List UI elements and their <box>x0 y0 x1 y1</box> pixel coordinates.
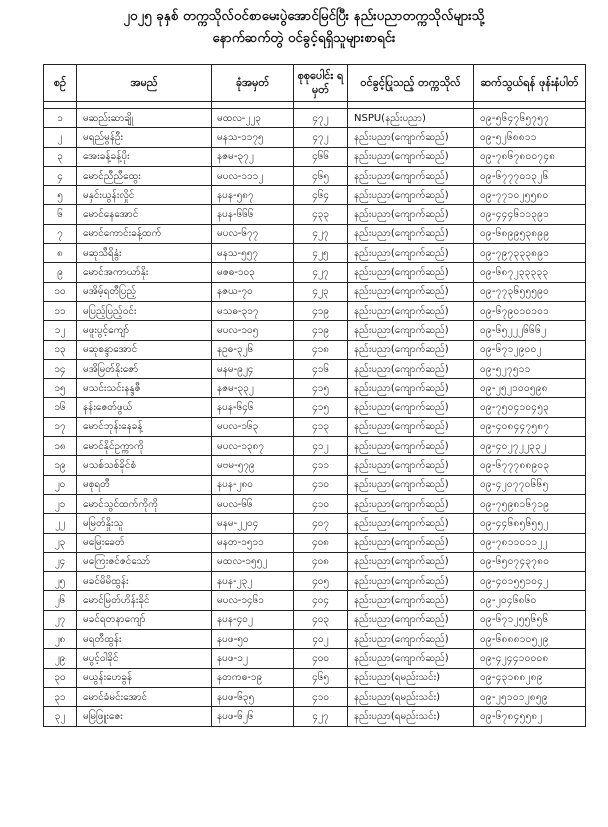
table-row <box>44 572 586 591</box>
cell-phone: ၀၉-၄၂၀၇၇၀၆၆၅ <box>474 475 586 494</box>
cell-score: ၄၁၅ <box>294 379 348 398</box>
cell-name: မနှင်းယွန်းလှိုင် <box>77 186 212 205</box>
cell-id: မနမ-၂၂၀၄ <box>212 514 294 533</box>
cell-university: နည်းပညာ(ကျောက်ဆည်) <box>348 340 474 359</box>
cell-score: ၄၂၃ <box>294 282 348 301</box>
table-row <box>44 610 586 629</box>
cell-no: ၁၁ <box>44 301 77 320</box>
cell-phone: ၀၉-၆၇၉၀၁၀၁၀၁ <box>474 301 586 320</box>
cell-university: နည်းပညာ(ကျောက်ဆည်) <box>348 282 474 301</box>
cell-no: ၁၃ <box>44 340 77 359</box>
cell-id: နပန-၂၈၀ <box>212 475 294 494</box>
table-header-row <box>44 65 586 102</box>
cell-id: မပလ-၁၆၃ <box>212 417 294 436</box>
cell-score: ၄၆၆ <box>294 147 348 166</box>
cell-phone: ၀၉-၅၂၆၈၈၁၁ <box>474 128 586 147</box>
cell-score: ၄၇၂ <box>294 109 348 128</box>
cell-id: နပဖ-၆၃၅ <box>212 687 294 706</box>
cell-phone: ၀၉-၄၄၆၈၅၆၅၅၂ <box>474 514 586 533</box>
cell-name: မမြဖြူးဇေး <box>77 707 212 726</box>
col-header-score: စုစုပေါင်း ရမှတ် <box>294 65 348 102</box>
cell-id: မပလ-၆၆ <box>212 494 294 513</box>
cell-phone: ၀၉-၆၇၇၇၀၁၃၂၆ <box>474 166 586 185</box>
table-row <box>44 649 586 668</box>
cell-phone: ၀၉-၇၇၃၆၅၅၅၉၀ <box>474 282 586 301</box>
cell-score: ၄၁၀ <box>294 475 348 494</box>
table-row <box>44 475 586 494</box>
cell-id: မနတ-၁၅၁၁ <box>212 533 294 552</box>
cell-phone: ၀၉-၆၅၂၂၂၆၆၆၂ <box>474 321 586 340</box>
cell-no: ၂၂ <box>44 514 77 533</box>
cell-name: မောင်သွင်ထက်ကိုကို <box>77 494 212 513</box>
cell-score: ၄၁၉ <box>294 321 348 340</box>
cell-phone: ၀၉-၆၅၀၇၄၃၇၈၀ <box>474 552 586 571</box>
table-row <box>44 340 586 359</box>
cell-university: နည်းပညာ(ကျောက်ဆည်) <box>348 456 474 475</box>
cell-phone: ၀၉-၇၉၇၃၃၃၈၉၁ <box>474 244 586 263</box>
table-row <box>44 591 586 610</box>
cell-id: မသဓ-၃၁၇ <box>212 301 294 320</box>
table-row <box>44 166 586 185</box>
cell-university: နည်းပညာ(ကျောက်ဆည်) <box>348 514 474 533</box>
cell-id: မပလ-၆၇၇ <box>212 224 294 243</box>
cell-phone: ၀၉-၆၇၈၄၅၅၈၂ <box>474 707 586 726</box>
cell-no: ၂၁ <box>44 494 77 513</box>
cell-university: နည်းပညာ(ကျောက်ဆည်) <box>348 533 474 552</box>
table-body <box>44 109 586 727</box>
cell-university: နည်းပညာ(ကျောက်ဆည်) <box>348 379 474 398</box>
cell-id: နဇယ-၇၀ <box>212 282 294 301</box>
cell-score: ၄၆၅ <box>294 166 348 185</box>
table-row <box>44 437 586 456</box>
cell-university: နည်းပညာ(ကျောက်ဆည်) <box>348 494 474 513</box>
cell-phone: ၀၉-၇၇၁၀၂၅၅၈၀ <box>474 186 586 205</box>
cell-name: မသစ်သစ်ခိုင်စံ <box>77 456 212 475</box>
cell-phone: ၀၉-၄၄၄၆၁၁၃၉၁ <box>474 205 586 224</box>
cell-phone: ၀၉-၆၈၈၈၁၀၅၂၉ <box>474 630 586 649</box>
cell-score: ၄၂၇ <box>294 224 348 243</box>
cell-score: ၄၂၇ <box>294 263 348 282</box>
cell-phone: ၀၉-၆၈၉၉၅၃၈၉၉ <box>474 224 586 243</box>
cell-score: ၄၆၅ <box>294 668 348 687</box>
col-header-phone: ဆက်သွယ်ရန် ဖုန်းနံပါတ် <box>474 65 586 102</box>
cell-id: နပဖ-၆၂၆ <box>212 707 294 726</box>
cell-id: နဇမ-၃၇၂ <box>212 147 294 166</box>
cell-name: မသင်းသင်းနန္ဒဇီ <box>77 379 212 398</box>
cell-name: မအိမ့်ရတီပြည့် <box>77 282 212 301</box>
cell-score: ၄၀၅ <box>294 572 348 591</box>
cell-phone: ၀၉-၅၆၄၇၆၅၇၅၇ <box>474 109 586 128</box>
cell-score: ၄၁၀ <box>294 494 348 513</box>
cell-id: နပဖ-၅၀ <box>212 630 294 649</box>
table-row <box>44 514 586 533</box>
cell-score: ၄၀၄ <box>294 591 348 610</box>
cell-score: ၄၀၈ <box>294 533 348 552</box>
cell-university: နည်းပညာ(ကျောက်ဆည်) <box>348 301 474 320</box>
cell-phone: ၀၉-၅၂၇၅၁၁ <box>474 359 586 378</box>
table-row <box>44 707 586 726</box>
cell-id: မဗမ-၅၇၉ <box>212 456 294 475</box>
cell-score: ၄၀၂ <box>294 630 348 649</box>
cell-no: ၈ <box>44 244 77 263</box>
cell-score: ၄၆၄ <box>294 186 348 205</box>
cell-name: မောင်ဘုန်းနေခန့် <box>77 417 212 436</box>
cell-no: ၁၈ <box>44 437 77 456</box>
cell-name: မောင်ကောင်းခန့်ထက် <box>77 224 212 243</box>
cell-score: ၄၁၀ <box>294 687 348 706</box>
table-row <box>44 552 586 571</box>
cell-name: မရည်မွန်ဦး <box>77 128 212 147</box>
cell-no: ၁ <box>44 109 77 128</box>
cell-phone: ၀၉-၄၀၂၇၂၂၃၃၂ <box>474 437 586 456</box>
cell-no: ၄ <box>44 166 77 185</box>
cell-id: မပလ-၁၃၈၇ <box>212 437 294 456</box>
cell-phone: ၀၉-၇၅၉၈၁၆၇၁၉ <box>474 494 586 513</box>
cell-id: မထလ-၂၂၃ <box>212 109 294 128</box>
cell-phone: ၀၉-၄၀၈၄၄၇၅၈၇ <box>474 417 586 436</box>
cell-phone: ၀၉-၂၅၂၁၀၀၅၉၈ <box>474 379 586 398</box>
header-spacer <box>44 102 586 109</box>
cell-university: နည်းပညာ(ကျောက်ဆည်) <box>348 649 474 668</box>
table-row <box>44 687 586 706</box>
table-row <box>44 263 586 282</box>
col-header-id: ခုံအမှတ် <box>212 65 294 102</box>
cell-score: ၄၇၂ <box>294 128 348 147</box>
cell-id: မထလ-၁၅၅၂ <box>212 552 294 571</box>
table-row <box>44 282 586 301</box>
table-row <box>44 398 586 417</box>
cell-name: မခင်ရတနာကျော် <box>77 610 212 629</box>
cell-score: ၄၁၁ <box>294 456 348 475</box>
cell-score: ၄၂၇ <box>294 707 348 726</box>
cell-no: ၁၀ <box>44 282 77 301</box>
col-header-name: အမည် <box>77 65 212 102</box>
cell-no: ၂၀ <box>44 475 77 494</box>
cell-phone: ၀၉-၄၀၁၅၅၁၀၄၂ <box>474 572 586 591</box>
cell-no: ၃ <box>44 147 77 166</box>
table-row <box>44 630 586 649</box>
cell-name: မောင်နိုင်ဥက္ကာကို <box>77 437 212 456</box>
cell-phone: ၀၉-၆၇၁၂၅၅၆၅၆ <box>474 610 586 629</box>
cell-phone: ၀၉-၆၈၇၂၃၃၃၃၃ <box>474 263 586 282</box>
cell-no: ၂ <box>44 128 77 147</box>
cell-university: နည်းပညာ(ကျောက်ဆည်) <box>348 128 474 147</box>
cell-no: ၂၃ <box>44 533 77 552</box>
cell-phone: ၀၉-၇၅၀၄၁၀၄၅၃ <box>474 398 586 417</box>
cell-name: မပွင့်ဝါခိုင် <box>77 649 212 668</box>
table-row <box>44 494 586 513</box>
cell-university: နည်းပညာ(ကျောက်ဆည်) <box>348 610 474 629</box>
table-row <box>44 109 586 128</box>
cell-name: မစုရတီ <box>77 475 212 494</box>
cell-id: မပလ-၁၁၁၂ <box>212 166 294 185</box>
cell-university: နည်းပညာ(ကျောက်ဆည်) <box>348 263 474 282</box>
cell-university: နည်းပညာ(ကျောက်ဆည်) <box>348 147 474 166</box>
cell-phone: ၀၉-၄၂၄၄၁၀၀၀၈ <box>474 649 586 668</box>
cell-score: ၄၁၅ <box>294 398 348 417</box>
cell-phone: ၀၉-၄၃၁၈၈၂၈၉ <box>474 668 586 687</box>
cell-id: နတကဓ-၁၉ <box>212 668 294 687</box>
cell-university: နည်းပညာ(ရမည်းသင်း) <box>348 707 474 726</box>
table-row <box>44 186 586 205</box>
cell-name: မဖူးပွင့်ကျော် <box>77 321 212 340</box>
table-row <box>44 359 586 378</box>
cell-university: နည်းပညာ(ကျောက်ဆည်) <box>348 398 474 417</box>
col-header-university: ဝင်ခွင့်ပြုသည့် တက္ကသိုလ် <box>348 65 474 102</box>
cell-name: မဆုသီရိနွံး <box>77 244 212 263</box>
cell-university: နည်းပညာ(ရမည်းသင်း) <box>348 668 474 687</box>
cell-id: နဇမ-၃၃၂ <box>212 379 294 398</box>
cell-id: မနသ-၅၅၇ <box>212 244 294 263</box>
cell-id: နဥဓ-၃၂၆ <box>212 340 294 359</box>
cell-name: မဆုစန္ဒာအောင် <box>77 340 212 359</box>
cell-name: မောင်ခံမင်းအောင် <box>77 687 212 706</box>
cell-id: မပလ-၁၄၆၁ <box>212 591 294 610</box>
cell-score: ၄၁၂ <box>294 437 348 456</box>
cell-phone: ၀၉-၂၀၄၆၈၆၀ <box>474 591 586 610</box>
cell-university: နည်းပညာ(ကျောက်ဆည်) <box>348 166 474 185</box>
cell-phone: ၀၉-၆၇၇၇၈၈၉၀၃ <box>474 456 586 475</box>
cell-university: နည်းပညာ(ကျောက်ဆည်) <box>348 186 474 205</box>
table-row <box>44 417 586 436</box>
cell-no: ၃၁ <box>44 687 77 706</box>
cell-university: နည်းပညာ(ကျောက်ဆည်) <box>348 572 474 591</box>
cell-name: နန်းဇေတ်ဖွယ် <box>77 398 212 417</box>
cell-score: ၄၀၇ <box>294 514 348 533</box>
cell-id: နပန-၆၄၆ <box>212 398 294 417</box>
cell-name: မမြတ်နှိုးသူ <box>77 514 212 533</box>
table-row <box>44 533 586 552</box>
table-row <box>44 456 586 475</box>
cell-university: နည်းပညာ(ကျောက်ဆည်) <box>348 552 474 571</box>
admission-table <box>43 64 586 727</box>
cell-no: ၁၂ <box>44 321 77 340</box>
cell-phone: ၀၉-၂၅၁၀၁၂၈၅၉ <box>474 687 586 706</box>
cell-score: ၄၁၉ <box>294 301 348 320</box>
cell-id: နပန-၅၈၇ <box>212 186 294 205</box>
cell-no: ၂၉ <box>44 649 77 668</box>
cell-score: ၄၀၃ <box>294 610 348 629</box>
cell-no: ၉ <box>44 263 77 282</box>
cell-name: မောင်မြတ်ဟိန်းခိုင် <box>77 591 212 610</box>
table-row <box>44 147 586 166</box>
cell-university: နည်းပညာ(ကျောက်ဆည်) <box>348 205 474 224</box>
cell-name: မအိမြတ်နိုးဇော် <box>77 359 212 378</box>
cell-no: ၁၇ <box>44 417 77 436</box>
table-row <box>44 379 586 398</box>
cell-no: ၆ <box>44 205 77 224</box>
cell-university: နည်းပညာ(ကျောက်ဆည်) <box>348 244 474 263</box>
cell-id: နပန-၆၆၆ <box>212 205 294 224</box>
cell-university: နည်းပညာ(ကျောက်ဆည်) <box>348 475 474 494</box>
cell-name: မရတီထွန်း <box>77 630 212 649</box>
cell-no: ၁၄ <box>44 359 77 378</box>
cell-score: ၄၂၅ <box>294 244 348 263</box>
cell-no: ၂၈ <box>44 630 77 649</box>
cell-id: မနသ-၁၁၇၅ <box>212 128 294 147</box>
table-row <box>44 321 586 340</box>
table-row <box>44 128 586 147</box>
cell-phone: ၀၉-၇၈၆၇၈၀၀၇၄၈ <box>474 147 586 166</box>
table-row <box>44 244 586 263</box>
cell-id: နပဖ-၁၂ <box>212 649 294 668</box>
col-header-no: စဉ် <box>44 65 77 102</box>
cell-no: ၁၉ <box>44 456 77 475</box>
table-row <box>44 224 586 243</box>
cell-id: နပန-၄၀၂ <box>212 610 294 629</box>
table-row <box>44 668 586 687</box>
cell-university: NSPU(နည်းပညာ) <box>348 109 474 128</box>
cell-no: ၂၅ <box>44 572 77 591</box>
cell-no: ၂၆ <box>44 591 77 610</box>
cell-no: ၅ <box>44 186 77 205</box>
page-subtitle: နောက်ဆက်တွဲ ဝင်ခွင့်ရရှိသူများစာရင်း <box>212 31 396 46</box>
table-row <box>44 301 586 320</box>
cell-university: နည်းပညာ(ကျောက်ဆည်) <box>348 417 474 436</box>
cell-name: မောင်ညီညီထွေး <box>77 166 212 185</box>
cell-name: အေးခန့်ခန့်ပိုး <box>77 147 212 166</box>
cell-score: ၄၁၈ <box>294 340 348 359</box>
cell-no: ၇ <box>44 224 77 243</box>
cell-id: မနမ-၉၂၄ <box>212 359 294 378</box>
cell-name: မယွန်းဟေခွန် <box>77 668 212 687</box>
cell-score: ၄၀၈ <box>294 552 348 571</box>
cell-name: မပြည့်ပြည့်ဝင်း <box>77 301 212 320</box>
page-title: ၂၀၂၅ ခုနှစ် တက္ကသိုလ်ဝင်စာမေးပွဲအောင်မြင်ပြီး နည်းပညာတက္ကသိုလ်များသို့ <box>123 9 485 24</box>
cell-name: မခင်မိမိထွန်း <box>77 572 212 591</box>
cell-name: မကြေးဇင်ဇင်သော် <box>77 552 212 571</box>
cell-university: နည်းပညာ(ကျောက်ဆည်) <box>348 437 474 456</box>
cell-name: မောင်အကာယာ်နိုး <box>77 263 212 282</box>
cell-no: ၃၀ <box>44 668 77 687</box>
cell-university: နည်းပညာ(ကျောက်ဆည်) <box>348 591 474 610</box>
cell-university: နည်းပညာ(ရမည်းသင်း) <box>348 687 474 706</box>
cell-no: ၂၇ <box>44 610 77 629</box>
cell-university: နည်းပညာ(ကျောက်ဆည်) <box>348 359 474 378</box>
cell-name: မဆည်းဆာချို <box>77 109 212 128</box>
cell-id: နပန-၂၃၂ <box>212 572 294 591</box>
cell-no: ၃၂ <box>44 707 77 726</box>
cell-name: မောင်နေအောင် <box>77 205 212 224</box>
cell-university: နည်းပညာ(ကျောက်ဆည်) <box>348 321 474 340</box>
cell-score: ၄၀၀ <box>294 649 348 668</box>
cell-no: ၁၆ <box>44 398 77 417</box>
cell-phone: ၀၉-၆၇၁၂၉၀၀၂ <box>474 340 586 359</box>
cell-id: မပလ-၁၀၅ <box>212 321 294 340</box>
cell-name: မမြေးခေတ် <box>77 533 212 552</box>
cell-no: ၂၄ <box>44 552 77 571</box>
cell-university: နည်းပညာ(ကျောက်ဆည်) <box>348 630 474 649</box>
cell-id: မဇဓ-၁၀၃ <box>212 263 294 282</box>
cell-no: ၁၅ <box>44 379 77 398</box>
cell-university: နည်းပညာ(ကျောက်ဆည်) <box>348 224 474 243</box>
cell-score: ၄၁၃ <box>294 417 348 436</box>
cell-score: ၄၃၃ <box>294 205 348 224</box>
cell-score: ၄၁၆ <box>294 359 348 378</box>
table-row <box>44 205 586 224</box>
cell-phone: ၀၉-၇၈၁၁၀၁၁၂၂ <box>474 533 586 552</box>
